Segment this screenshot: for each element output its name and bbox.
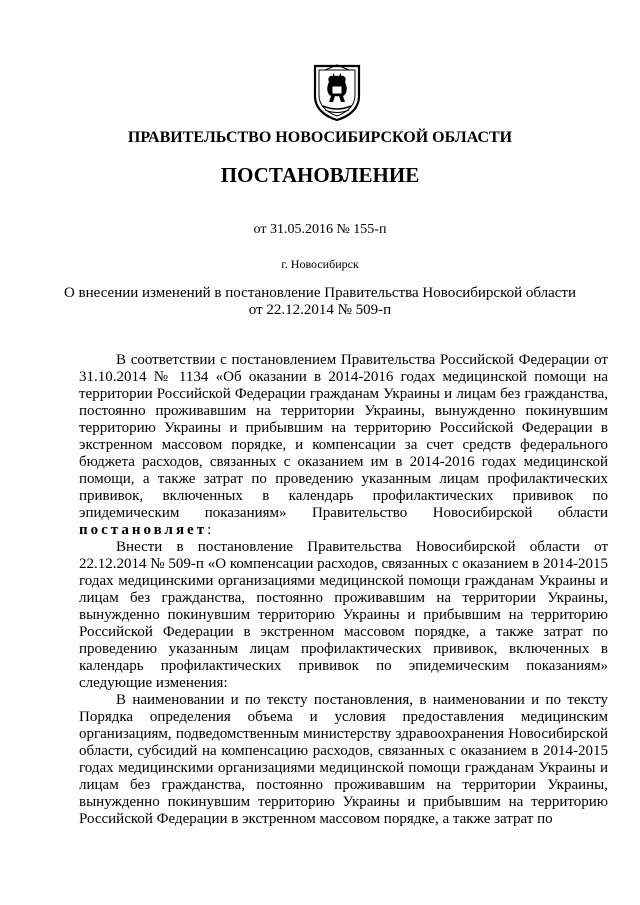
resolves-word: постановляет [79,522,208,538]
preamble-text: В соответствии с постановлением Правительства Российской Федерации от 31.10.2014 № 1134 «Об оказании в 2014-2016 годах медицинской помощи на территории Российской Федерации гражданам Украины и лицам без гражданства, постоянно проживавшим на территории Украины, вынужденно покинувшим территорию Украины и прибывшим на территорию Российской Федерации в экстренном массовом порядке, и компенсации за счет средств федерального бюджета расходов, связанных с оказанием им в 2014-2016 годах медицинской помощи, а также затрат по проведению указанным лицам профилактических прививок, включенных в календарь профилактических прививок по эпидемическим показаниям» Правительство Новосибирской области [79,352,608,521]
document-body [79,352,608,828]
resolves-colon: : [207,522,212,538]
document-city: г. Новосибирск [281,257,359,271]
paragraph-amendment: Внести в постановление Правительства Новосибирской области от 22.12.2014 № 509-п «О компенсации расходов, связанных с оказанием в 2014-2015 годах медицинскими организациями медицинской помощи гражданам Украины и лицам без гражданства, постоянно проживавшим на территории Украины, вынужденно покинувшим территорию Украины и прибывшим на территорию Российской Федерации в экстренном массовом порядке, а также затрат по проведению указанным лицам профилактических прививок, включенных в календарь профилактических прививок по эпидемическим показаниям» следующие изменения: [79,539,608,691]
paragraph-preamble [79,352,608,539]
paragraph-changes: В наименовании и по тексту постановления, в наименовании и по тексту Порядка определения объема и условия предоставления медицинским организациям, подведомственным министерству здравоохранения Новосибирской области, субсидий на компенсацию расходов, связанных с оказанием в 2014-2015 годах медицинскими организациями медицинской помощи гражданам Украины и лицам без гражданства, постоянно проживавшим на территории Украины, вынужденно покинувшим территорию Украины и прибывшим на территорию Российской Федерации в экстренном массовом порядке, а также затрат по [79,692,608,827]
subject-line-1: О внесении изменений в постановление Правительства Новосибирской области [63,285,577,301]
subject-line-2: от 22.12.2014 № 509-п [248,302,392,318]
document-date-number: от 31.05.2016 № 155-п [253,222,387,237]
document-subject [0,285,640,319]
coat-of-arms-icon [311,62,363,122]
document-type: ПОСТАНОВЛЕНИЕ [220,163,420,187]
government-name: ПРАВИТЕЛЬСТВО НОВОСИБИРСКОЙ ОБЛАСТИ [127,129,513,146]
